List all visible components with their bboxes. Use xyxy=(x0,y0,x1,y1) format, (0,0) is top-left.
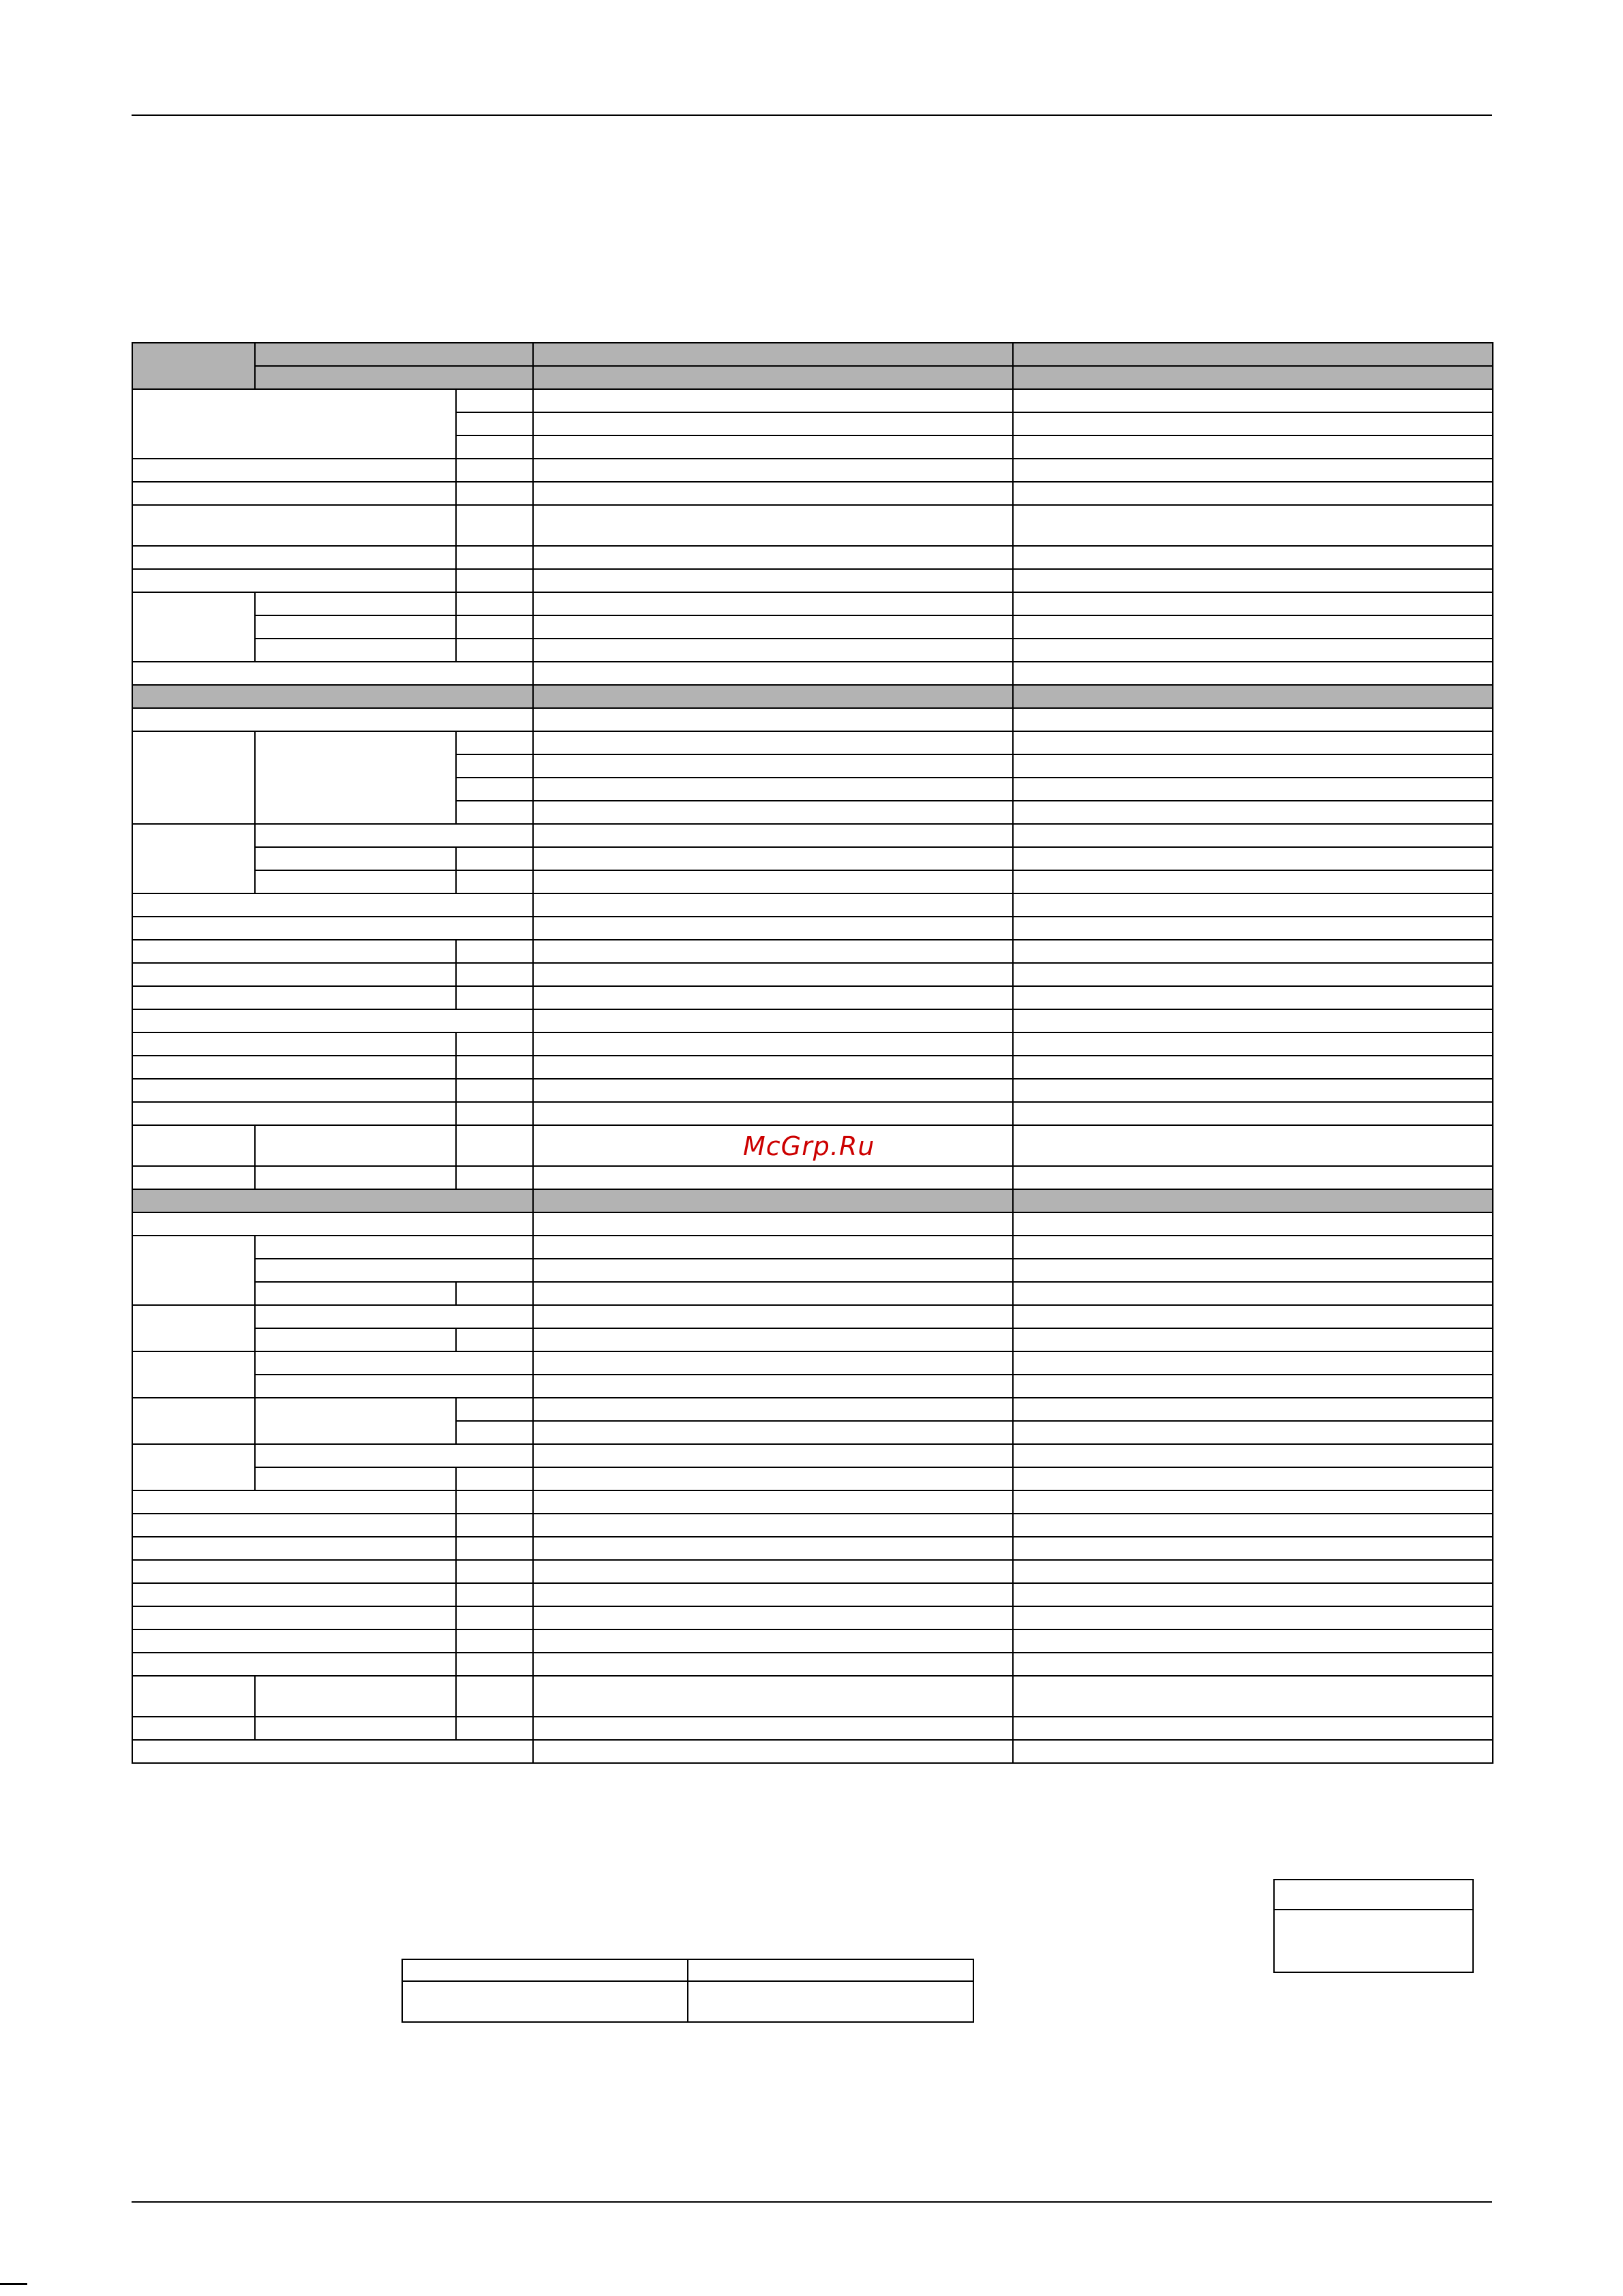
table-cell xyxy=(1013,870,1493,893)
table-cell xyxy=(255,366,533,389)
table-row xyxy=(132,1236,1493,1259)
watermark-text: McGrp.Ru xyxy=(743,1131,875,1161)
table-cell xyxy=(1013,505,1493,546)
table-cell xyxy=(1013,366,1493,389)
table-row xyxy=(132,986,1493,1009)
table-row xyxy=(132,1583,1493,1606)
table-cell xyxy=(1013,940,1493,963)
table-cell xyxy=(1013,1189,1493,1212)
table-row xyxy=(132,366,1493,389)
table-cell xyxy=(255,1282,456,1305)
table-cell xyxy=(255,343,533,366)
table-cell xyxy=(132,917,533,940)
table-cell xyxy=(533,1560,1013,1583)
table-cell xyxy=(1013,893,1493,917)
table-cell xyxy=(533,615,1013,639)
table-cell xyxy=(1013,482,1493,505)
table-row xyxy=(132,1653,1493,1676)
table-cell xyxy=(533,412,1013,435)
table-cell xyxy=(456,1398,533,1421)
table-cell xyxy=(533,963,1013,986)
table-row xyxy=(132,1032,1493,1056)
table-cell xyxy=(456,1421,533,1444)
table-cell xyxy=(1013,1009,1493,1032)
table-cell xyxy=(533,731,1013,754)
table-cell xyxy=(1013,435,1493,459)
table-cell xyxy=(1013,778,1493,801)
table-row xyxy=(132,824,1493,847)
table-cell xyxy=(456,389,533,412)
table-cell xyxy=(456,505,533,546)
table-row xyxy=(132,1351,1493,1375)
table-cell xyxy=(533,824,1013,847)
table-cell xyxy=(456,482,533,505)
table-row xyxy=(132,1537,1493,1560)
table-row xyxy=(132,940,1493,963)
table-cell xyxy=(456,1676,533,1717)
table-cell xyxy=(533,1351,1013,1375)
table-cell xyxy=(533,986,1013,1009)
table-cell xyxy=(132,685,533,708)
table-cell xyxy=(533,366,1013,389)
table-cell xyxy=(533,1056,1013,1079)
table-cell xyxy=(255,592,456,615)
table-cell xyxy=(1013,1305,1493,1328)
table-cell xyxy=(533,1259,1013,1282)
table-cell xyxy=(533,893,1013,917)
table-cell xyxy=(132,569,456,592)
table-cell xyxy=(132,1653,456,1676)
table-cell xyxy=(533,1583,1013,1606)
table-cell xyxy=(456,1717,533,1740)
table-cell xyxy=(132,1305,255,1351)
table-row xyxy=(132,615,1493,639)
table-cell xyxy=(255,615,456,639)
table-row xyxy=(132,893,1493,917)
table-cell xyxy=(132,1125,255,1166)
table-cell xyxy=(132,1236,255,1305)
table-cell xyxy=(533,546,1013,569)
table-cell xyxy=(132,1166,255,1189)
table-cell xyxy=(533,1212,1013,1236)
table-cell xyxy=(1013,1375,1493,1398)
side-box-divider xyxy=(1275,1909,1472,1910)
table-cell xyxy=(132,1079,456,1102)
table-cell xyxy=(1013,801,1493,824)
table-row xyxy=(132,870,1493,893)
table-cell xyxy=(1013,1583,1493,1606)
table-cell xyxy=(456,1560,533,1583)
table-cell xyxy=(1013,1740,1493,1763)
table-cell xyxy=(533,1102,1013,1125)
table-row xyxy=(132,662,1493,685)
table-cell xyxy=(456,754,533,778)
table-row xyxy=(132,917,1493,940)
table-cell xyxy=(132,731,255,824)
table-cell xyxy=(533,940,1013,963)
table-cell xyxy=(1013,986,1493,1009)
table-cell xyxy=(1013,1079,1493,1102)
table-cell xyxy=(456,615,533,639)
table-cell xyxy=(1013,1032,1493,1056)
table-cell xyxy=(1013,917,1493,940)
corner-mark xyxy=(0,2283,27,2285)
table-cell xyxy=(132,1740,533,1763)
table-cell xyxy=(533,801,1013,824)
table-cell xyxy=(456,1328,533,1351)
table-cell xyxy=(533,1375,1013,1398)
table-cell xyxy=(1013,662,1493,685)
table-cell xyxy=(1013,639,1493,662)
table-row xyxy=(132,1009,1493,1032)
table-cell xyxy=(1013,343,1493,366)
table-cell xyxy=(132,1717,255,1740)
table-row xyxy=(132,1166,1493,1189)
table-cell xyxy=(1013,459,1493,482)
table-cell xyxy=(456,1467,533,1490)
table-row xyxy=(132,1079,1493,1102)
table-cell xyxy=(533,343,1013,366)
table-cell xyxy=(132,1444,255,1490)
table-cell xyxy=(1013,1212,1493,1236)
table-cell xyxy=(533,1398,1013,1421)
table-cell xyxy=(533,435,1013,459)
table-row xyxy=(132,1514,1493,1537)
table-cell xyxy=(533,1328,1013,1351)
table-cell xyxy=(1013,569,1493,592)
table-cell xyxy=(533,1009,1013,1032)
table-cell xyxy=(255,1351,533,1375)
table-cell xyxy=(456,963,533,986)
table-cell xyxy=(1013,1056,1493,1079)
section-row xyxy=(132,685,1493,708)
table-cell xyxy=(533,1079,1013,1102)
table-row xyxy=(132,1629,1493,1653)
table-cell xyxy=(533,1676,1013,1717)
table-cell xyxy=(533,389,1013,412)
table-cell xyxy=(533,1490,1013,1514)
table-cell xyxy=(1013,1653,1493,1676)
table-cell xyxy=(132,1514,456,1537)
table-cell xyxy=(1013,1125,1493,1166)
table-cell xyxy=(1013,1282,1493,1305)
table-cell xyxy=(132,592,255,662)
table-cell xyxy=(533,482,1013,505)
table-cell xyxy=(1013,1717,1493,1740)
table-row xyxy=(132,1398,1493,1421)
table-cell xyxy=(456,1125,533,1166)
table-cell xyxy=(533,1629,1013,1653)
table-row xyxy=(132,1740,1493,1763)
table-cell xyxy=(132,459,456,482)
table-row xyxy=(132,1259,1493,1282)
table-cell xyxy=(1013,963,1493,986)
table-cell xyxy=(132,708,533,731)
table-cell xyxy=(1013,708,1493,731)
table-cell xyxy=(1013,824,1493,847)
table-cell xyxy=(132,1676,255,1717)
table-cell xyxy=(1013,412,1493,435)
table-cell xyxy=(132,893,533,917)
table-cell xyxy=(132,1629,456,1653)
table-cell xyxy=(533,1717,1013,1740)
table-cell xyxy=(456,546,533,569)
table-cell xyxy=(456,1606,533,1629)
table-cell xyxy=(533,708,1013,731)
table-cell xyxy=(402,1959,688,1981)
table-cell xyxy=(255,1259,533,1282)
table-cell xyxy=(402,1981,688,2022)
table-row xyxy=(132,505,1493,546)
table-cell xyxy=(456,1629,533,1653)
table-cell xyxy=(1013,1490,1493,1514)
table-cell xyxy=(132,662,533,685)
table-cell xyxy=(456,1102,533,1125)
table-cell xyxy=(456,986,533,1009)
table-row xyxy=(132,1467,1493,1490)
table-cell xyxy=(533,459,1013,482)
table-cell xyxy=(456,1653,533,1676)
table-row xyxy=(132,1056,1493,1079)
table-cell xyxy=(132,1560,456,1583)
table-cell xyxy=(533,1236,1013,1259)
table-cell xyxy=(255,1305,533,1328)
table-cell xyxy=(533,1032,1013,1056)
table-cell xyxy=(132,1102,456,1125)
table-cell xyxy=(132,824,255,893)
table-cell xyxy=(255,1444,533,1467)
table-row xyxy=(132,546,1493,569)
table-cell xyxy=(132,1583,456,1606)
table-cell xyxy=(1013,1444,1493,1467)
table-row xyxy=(132,1676,1493,1717)
table-cell xyxy=(456,1583,533,1606)
table-cell xyxy=(132,1490,456,1514)
table-cell xyxy=(456,435,533,459)
table-cell xyxy=(132,1537,456,1560)
table-cell xyxy=(533,639,1013,662)
table-cell xyxy=(456,1056,533,1079)
table-cell xyxy=(688,1981,973,2022)
table-cell xyxy=(456,801,533,824)
table-row xyxy=(132,963,1493,986)
table-row xyxy=(132,1490,1493,1514)
table-cell xyxy=(533,505,1013,546)
table-row xyxy=(402,1959,973,1981)
table-cell xyxy=(255,1236,533,1259)
table-cell xyxy=(533,1653,1013,1676)
table-cell xyxy=(456,1514,533,1537)
table-cell xyxy=(456,1282,533,1305)
table-row xyxy=(402,1981,973,2022)
table-cell xyxy=(132,1398,255,1444)
table-cell xyxy=(1013,1236,1493,1259)
table-cell xyxy=(1013,1328,1493,1351)
table-cell xyxy=(456,1490,533,1514)
table-row xyxy=(132,569,1493,592)
footer-rule xyxy=(132,2201,1492,2203)
table-row xyxy=(132,1606,1493,1629)
table-cell xyxy=(688,1959,973,1981)
table-cell xyxy=(1013,389,1493,412)
table-cell xyxy=(132,1212,533,1236)
table-cell xyxy=(533,1606,1013,1629)
table-cell xyxy=(456,778,533,801)
table-cell xyxy=(132,963,456,986)
table-cell xyxy=(456,870,533,893)
table-row xyxy=(132,1444,1493,1467)
table-row xyxy=(132,1212,1493,1236)
table-cell xyxy=(255,870,456,893)
table-cell xyxy=(456,847,533,870)
table-cell xyxy=(1013,1102,1493,1125)
table-cell xyxy=(1013,1606,1493,1629)
table-cell xyxy=(255,847,456,870)
table-cell xyxy=(456,412,533,435)
table-cell xyxy=(456,569,533,592)
table-cell xyxy=(255,639,456,662)
table-cell xyxy=(1013,592,1493,615)
table-row xyxy=(132,1102,1493,1125)
table-cell xyxy=(132,389,456,459)
section-row xyxy=(132,1189,1493,1212)
table-cell xyxy=(255,824,533,847)
table-cell xyxy=(533,1467,1013,1490)
table-cell xyxy=(456,639,533,662)
spec-table xyxy=(132,342,1493,1764)
table-row xyxy=(132,1305,1493,1328)
table-cell xyxy=(533,569,1013,592)
table-row xyxy=(132,459,1493,482)
table-cell xyxy=(533,778,1013,801)
table-cell xyxy=(1013,1166,1493,1189)
table-cell xyxy=(255,1676,456,1717)
table-cell xyxy=(533,1421,1013,1444)
table-cell xyxy=(1013,1351,1493,1375)
header-rule xyxy=(132,114,1492,116)
side-box xyxy=(1273,1879,1474,1973)
table-cell xyxy=(533,662,1013,685)
table-cell xyxy=(1013,685,1493,708)
table-cell xyxy=(456,459,533,482)
table-row xyxy=(132,847,1493,870)
table-cell xyxy=(1013,1537,1493,1560)
table-cell xyxy=(255,731,456,824)
table-cell xyxy=(533,1166,1013,1189)
table-cell xyxy=(1013,1629,1493,1653)
table-cell xyxy=(132,482,456,505)
table-cell xyxy=(533,1282,1013,1305)
table-cell xyxy=(1013,1560,1493,1583)
table-cell xyxy=(255,1166,456,1189)
table-cell xyxy=(1013,546,1493,569)
table-cell xyxy=(1013,847,1493,870)
table-cell xyxy=(533,1305,1013,1328)
table-cell xyxy=(456,1079,533,1102)
table-row xyxy=(132,639,1493,662)
table-cell xyxy=(1013,754,1493,778)
table-row xyxy=(132,482,1493,505)
table-cell xyxy=(456,1166,533,1189)
table-cell xyxy=(1013,1421,1493,1444)
table-cell xyxy=(255,1717,456,1740)
table-cell xyxy=(132,1056,456,1079)
table-cell xyxy=(132,505,456,546)
table-row xyxy=(132,389,1493,412)
table-cell xyxy=(132,1189,533,1212)
table-row xyxy=(132,708,1493,731)
table-cell xyxy=(255,1398,456,1444)
table-cell xyxy=(533,592,1013,615)
table-cell xyxy=(533,1189,1013,1212)
table-cell xyxy=(132,1032,456,1056)
table-cell xyxy=(1013,1676,1493,1717)
table-cell xyxy=(255,1467,456,1490)
table-cell xyxy=(456,731,533,754)
table-cell xyxy=(132,1606,456,1629)
table-row xyxy=(132,343,1493,366)
table-row xyxy=(132,1282,1493,1305)
table-cell xyxy=(456,1537,533,1560)
table-row xyxy=(132,1375,1493,1398)
table-cell xyxy=(132,986,456,1009)
table-cell xyxy=(533,685,1013,708)
table-cell xyxy=(132,940,456,963)
table-cell xyxy=(1013,1467,1493,1490)
table-cell xyxy=(533,847,1013,870)
table-cell xyxy=(456,1032,533,1056)
table-cell xyxy=(1013,731,1493,754)
table-cell xyxy=(1013,1259,1493,1282)
table-cell xyxy=(255,1375,533,1398)
table-row xyxy=(132,731,1493,754)
table-row xyxy=(132,592,1493,615)
table-cell xyxy=(1013,615,1493,639)
table-cell xyxy=(1013,1398,1493,1421)
table-cell xyxy=(132,1351,255,1398)
table-cell xyxy=(255,1125,456,1166)
table-cell xyxy=(132,343,255,389)
table-cell xyxy=(533,917,1013,940)
table-row xyxy=(132,1560,1493,1583)
table-cell xyxy=(132,1009,533,1032)
table-cell xyxy=(255,1328,456,1351)
table-cell xyxy=(533,1537,1013,1560)
table-cell xyxy=(533,1444,1013,1467)
table-cell xyxy=(533,1514,1013,1537)
table-cell xyxy=(533,754,1013,778)
table-row xyxy=(132,1328,1493,1351)
table-cell xyxy=(132,546,456,569)
table-cell xyxy=(456,940,533,963)
table-cell xyxy=(533,870,1013,893)
table-cell xyxy=(533,1740,1013,1763)
bottom-table xyxy=(401,1959,974,2023)
table-cell xyxy=(1013,1514,1493,1537)
table-row xyxy=(132,1717,1493,1740)
table-cell xyxy=(456,592,533,615)
